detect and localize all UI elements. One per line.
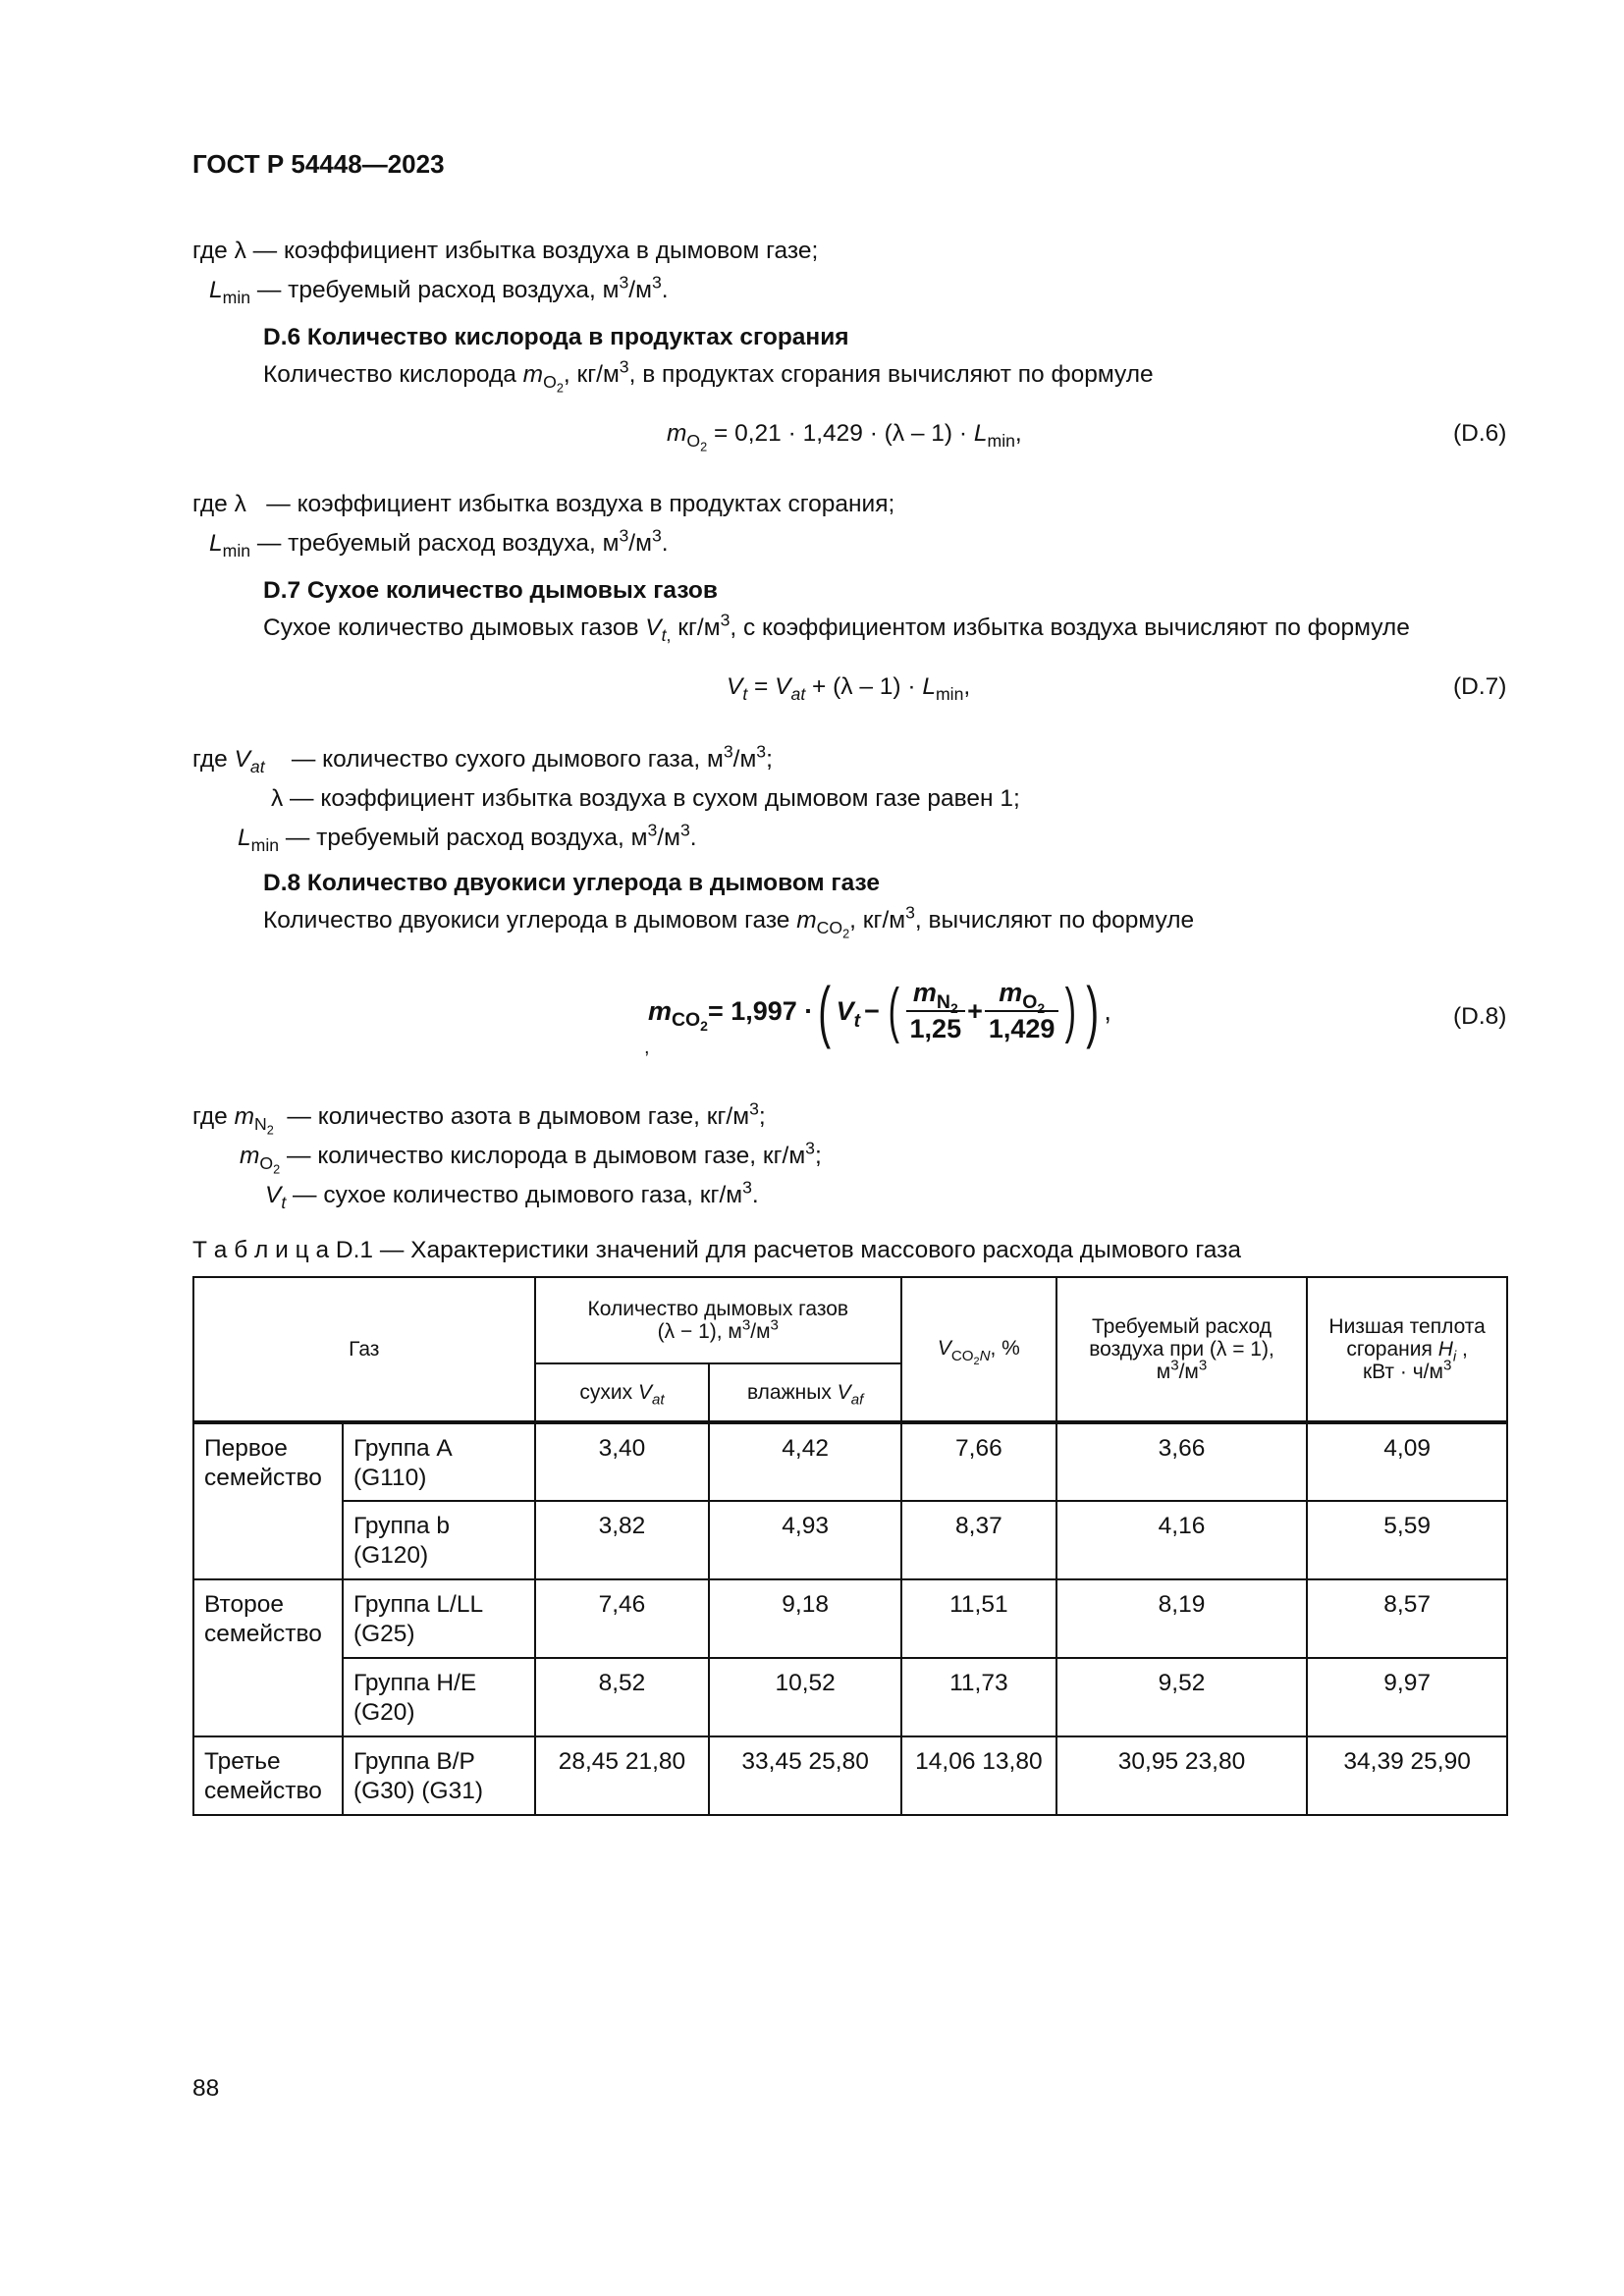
formula-d6: $m_{O_2} = 0,21 \cdot 1,429 \cdot (\lambda - 1) \cdot L_{min}$, xyxy=(667,420,1022,454)
col-header-heat: Низшая теплота сгорания $H_i$ , кВт · $ч/м^3$ xyxy=(1307,1277,1507,1422)
table-caption: Т а б л и ц а D.1 — Характеристики значений для расчетов массового расхода дымового газа xyxy=(192,1237,1241,1263)
cell-heat: 9,97 xyxy=(1307,1658,1507,1736)
d8-where-mn2: где $m_{N_2}$ — количество азота в дымовом газе, $кг/м^3$; xyxy=(192,1098,766,1138)
table-row xyxy=(193,1658,1507,1736)
section-heading-d8: D.8 Количество двуокиси углерода в дымовом газе xyxy=(263,870,881,896)
cell-vco2: 11,73 xyxy=(901,1658,1056,1736)
cell-air: 30,95 23,80 xyxy=(1056,1736,1308,1815)
cell-wet: 9,18 xyxy=(709,1579,901,1658)
cell-dry: 7,46 xyxy=(535,1579,710,1658)
cell-wet: 4,93 xyxy=(709,1501,901,1579)
cell-vco2: 7,66 xyxy=(901,1422,1056,1501)
cell-family: Третье семейство xyxy=(193,1736,343,1815)
cell-dry: 8,52 xyxy=(535,1658,710,1736)
cell-group: Группа B/P (G30) (G31) xyxy=(343,1736,535,1815)
cell-group: Группа b (G120) xyxy=(343,1501,535,1579)
cell-wet: 33,45 25,80 xyxy=(709,1736,901,1815)
section-heading-d6: D.6 Количество кислорода в продуктах сгорания xyxy=(263,324,849,350)
cell-wet: 4,42 xyxy=(709,1422,901,1501)
d7-where-lambda: λ — коэффициент избытка воздуха в сухом дымовом газе равен 1; xyxy=(271,785,1020,812)
cell-heat: 4,09 xyxy=(1307,1422,1507,1501)
cell-heat: 34,39 25,90 xyxy=(1307,1736,1507,1815)
cell-wet: 10,52 xyxy=(709,1658,901,1736)
cell-vco2: 8,37 xyxy=(901,1501,1056,1579)
d6-where-lmin: $L_{min}$ — требуемый расход воздуха, $м^3/м^3$. xyxy=(209,525,669,561)
d7-where-lmin: $L_{min}$ — требуемый расход воздуха, $м^3/м^3$. xyxy=(238,820,697,856)
cell-air: 3,66 xyxy=(1056,1422,1308,1501)
d6-where-lambda: где λ — коэффициент избытка воздуха в продуктах сгорания; xyxy=(192,491,895,517)
section-heading-d7: D.7 Сухое количество дымовых газов xyxy=(263,577,718,604)
cell-family: Первое семейство xyxy=(193,1422,343,1579)
cell-air: 9,52 xyxy=(1056,1658,1308,1736)
cell-vco2: 11,51 xyxy=(901,1579,1056,1658)
table-row xyxy=(193,1736,1507,1815)
where-lmin-line: $L_{min}$ — требуемый расход воздуха, $м^3/м^3$. xyxy=(209,272,669,308)
cell-group: Группа L/LL (G25) xyxy=(343,1579,535,1658)
formula-number-d8: (D.8) xyxy=(1453,1003,1507,1030)
cell-heat: 5,59 xyxy=(1307,1501,1507,1579)
d8-where-vt: $V_t$ — сухое количество дымового газа, $кг/м^3$. xyxy=(265,1177,759,1213)
d8-where-mo2: $m_{O_2}$ — количество кислорода в дымовом газе, $кг/м^3$; xyxy=(240,1138,822,1177)
col-header-gas: Газ xyxy=(193,1277,535,1422)
formula-d7: $V_t = V_{at} + (\lambda - 1) \cdot L_{min}$, xyxy=(727,673,971,705)
table-row xyxy=(193,1422,1507,1501)
document-header: ГОСТ Р 54448—2023 xyxy=(192,149,445,179)
col-header-air: Требуемый расход воздуха при (λ = 1), $м^3/м^3$ xyxy=(1056,1277,1308,1422)
formula-number-d6: (D.6) xyxy=(1453,420,1507,447)
cell-dry: 3,82 xyxy=(535,1501,710,1579)
table-row xyxy=(193,1579,1507,1658)
col-header-dry: сухих $V_{at}$ xyxy=(535,1363,710,1422)
d8-intro: Количество двуокиси углерода в дымовом газе $m_{CO_2}$, $кг/м^3$, вычисляют по формуле xyxy=(263,902,1195,941)
cell-air: 8,19 xyxy=(1056,1579,1308,1658)
cell-heat: 8,57 xyxy=(1307,1579,1507,1658)
d7-intro: Сухое количество дымовых газов $V_{t,}$ $кг/м^3$, с коэффициентом избытка воздуха вычисляют по формуле xyxy=(263,610,1410,646)
d6-intro: Количество кислорода $m_{O_2}$, $кг/м^3$, в продуктах сгорания вычисляют по формуле xyxy=(263,356,1154,396)
cell-family: Второе семейство xyxy=(193,1579,343,1736)
cell-dry: 3,40 xyxy=(535,1422,710,1501)
cell-air: 4,16 xyxy=(1056,1501,1308,1579)
formula-d8: $m_{CO_2}$ = 1,997 · ( $V_t$ − ( $\frac{m_{N_2}}{1,25}$ + $\frac{m_{O_2}}{1,429}$ ) ) , xyxy=(648,973,1111,1049)
d7-where-vat: где $V_{at}$ — количество сухого дымового газа, $м^3/м^3$; xyxy=(192,741,773,777)
page-number: 88 xyxy=(192,2075,220,2102)
cell-group: Группа H/E (G20) xyxy=(343,1658,535,1736)
col-header-qty: Количество дымовых газов (λ − 1), $м^3/м^3$ xyxy=(535,1277,901,1363)
cell-vco2: 14,06 13,80 xyxy=(901,1736,1056,1815)
col-header-wet: влажных $V_{af}$ xyxy=(709,1363,901,1422)
formula-number-d7: (D.7) xyxy=(1453,673,1507,700)
col-header-vco2: $V_{CO_2N}$, % xyxy=(901,1277,1056,1422)
where-lambda-line: где λ — коэффициент избытка воздуха в дымовом газе; xyxy=(192,238,819,264)
cell-dry: 28,45 21,80 xyxy=(535,1736,710,1815)
cell-group: Группа A (G110) xyxy=(343,1422,535,1501)
table-row xyxy=(193,1501,1507,1579)
data-table xyxy=(192,1276,1508,1816)
stray-comma: , xyxy=(644,1037,650,1058)
